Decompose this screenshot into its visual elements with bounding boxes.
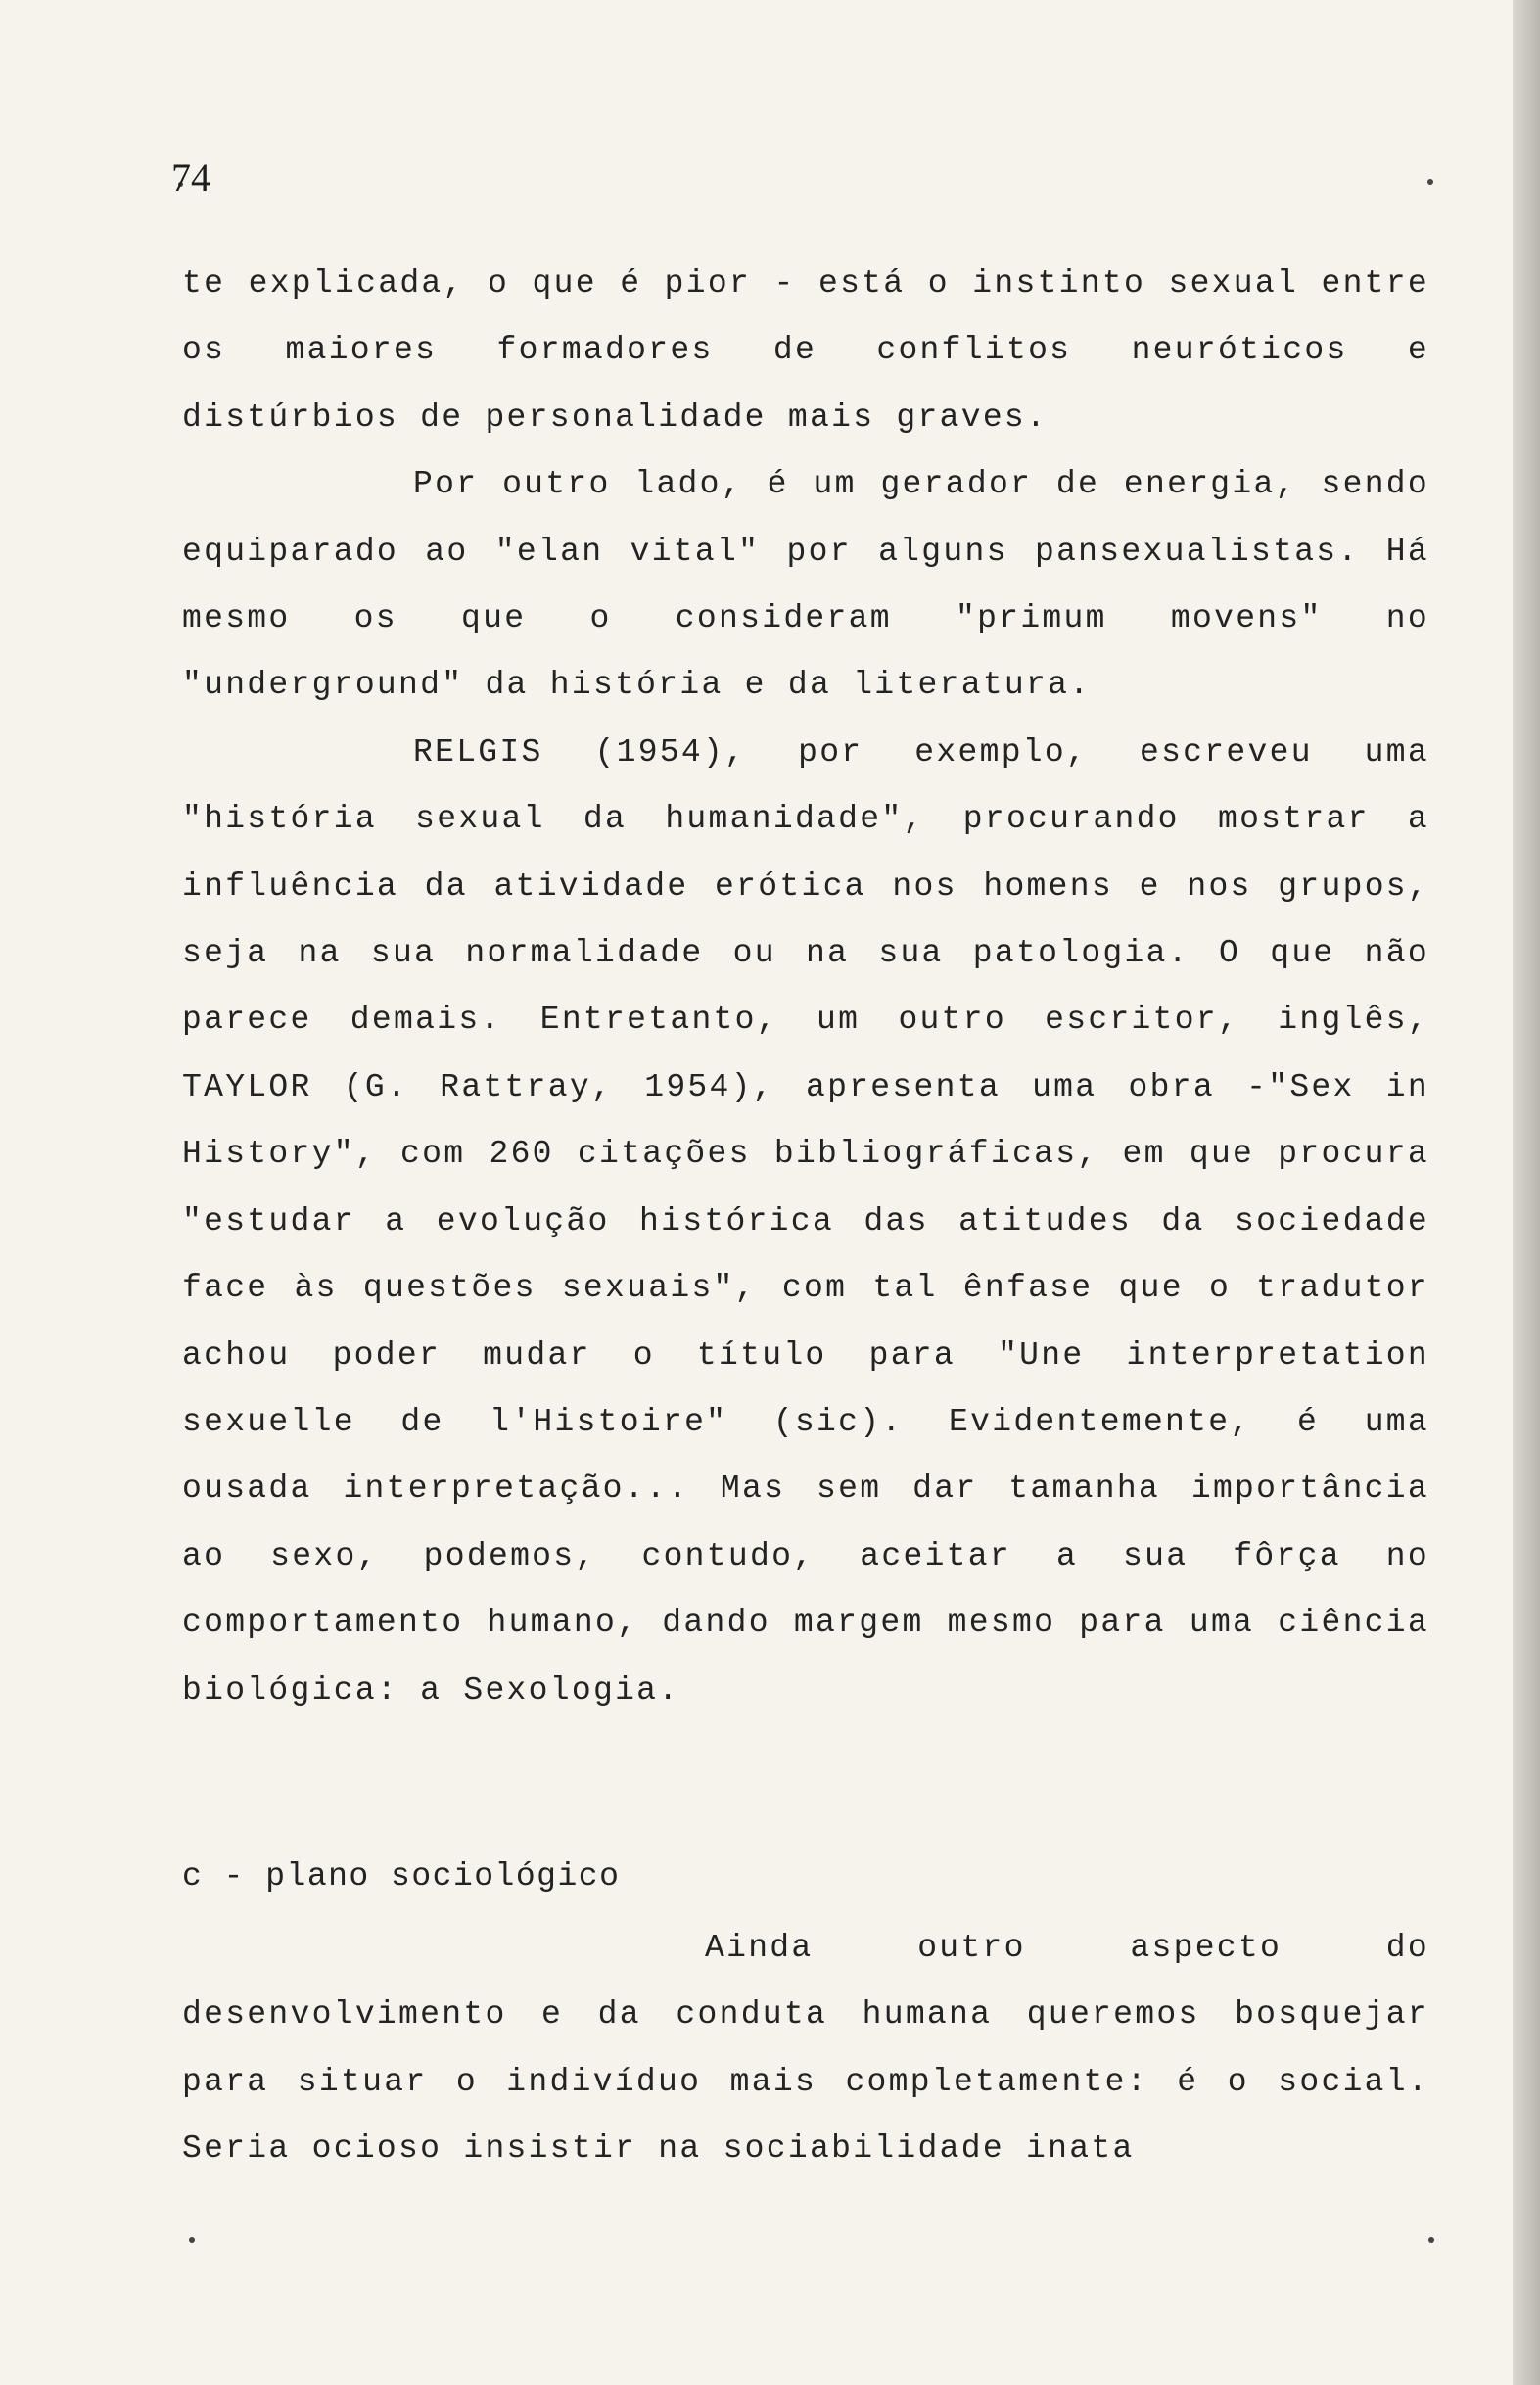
paragraph: Por outro lado, é um gerador de energia, sendo equiparado ao "elan vital" por alguns pansexualistas. Há mesmo os que o consideram "primum movens" no "underground" da história e da literatura. — [182, 466, 1429, 704]
paragraph: RELGIS (1954), por exemplo, escreveu uma "história sexual da humanidade", procurando mostrar a influência da atividade erótica nos homens e nos grupos, seja na sua normalidade ou na sua patologia. O que não parece demais. Entretanto, um outro escritor, inglês, TAYLOR (G. Rattray, 1954), apresenta uma obra -"Sex in History", com 260 citações bibliográficas, em que procura "estudar a evolução histórica das atitudes da sociedade face às questões sexuais", com tal ênfase que o tradutor achou poder mudar o título para "Une interpretation sexuelle de l'Histoire" (sic). Evidentemente, é uma ousada interpretação... Mas sem dar tamanha importância ao sexo, podemos, contudo, aceitar a sua fôrça no comportamento humano, dando margem mesmo para uma ciência biológica: a Sexologia. — [182, 733, 1429, 1708]
margin-dot — [1428, 2237, 1434, 2243]
section-heading: c - plano sociológico — [182, 1858, 621, 1894]
paragraph: Ainda outro aspecto do desenvolvimento e da conduta humana queremos bosquejar para situar o indivíduo mais completamente: é o social. Seria ocioso insistir na sociabilidade inata — [182, 1930, 1429, 2168]
margin-dot — [1427, 179, 1433, 185]
paragraph: te explicada, o que é pior - está o instinto sexual entre os maiores formadores de conflitos neuróticos e distúrbios de personalidade mais graves. — [182, 265, 1429, 436]
section-body — [182, 1915, 1429, 2183]
margin-dot — [189, 2237, 195, 2243]
page-edge-shadow — [1513, 0, 1540, 2385]
page-number: 74 — [171, 156, 210, 200]
body-text — [182, 251, 1429, 1724]
